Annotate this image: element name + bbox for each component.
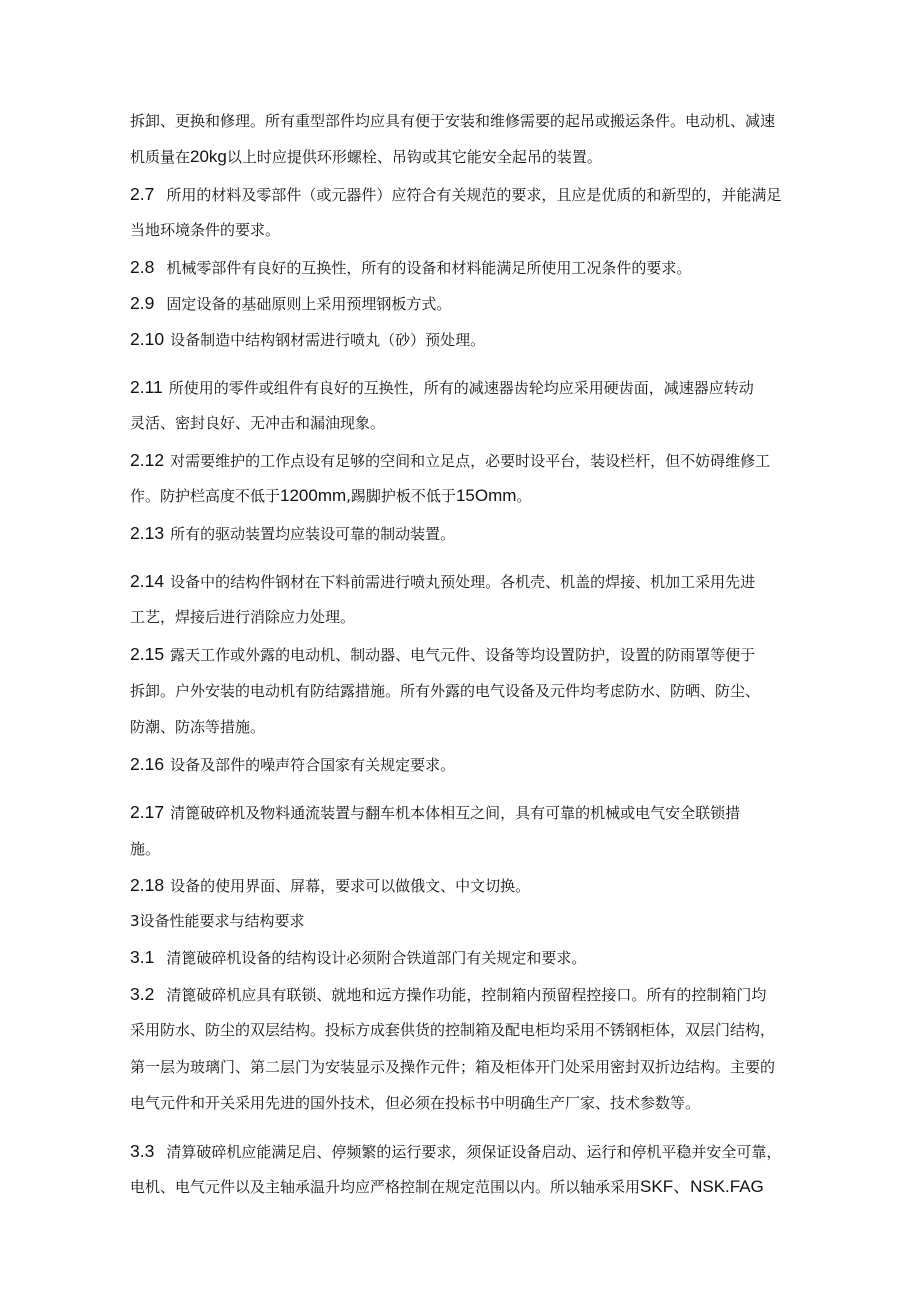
text-line: 拆卸、更换和修理。所有重型部件均应具有便于安装和维修需要的起吊或搬运条件。电动机、减速 [130, 112, 776, 130]
text-line: 机质量在20kg以上时应提供环形螺栓、吊钩或其它能安全起吊的装置。 [130, 147, 602, 166]
clause-number: 2.11 [130, 377, 163, 397]
text-line: 作。防护栏高度不低于1200mm,踢脚护板不低于15Omm。 [130, 486, 532, 505]
text-line: 采用防水、防尘的双层结构。投标方成套供货的控制箱及配电柜均采用不锈钢柜体，双层门结构， [130, 1021, 776, 1039]
clause-2-13: 2.13 所有的驱动装置均应装设可靠的制动装置。 [130, 523, 456, 543]
clause-2-18: 2.18 设备的使用界面、屏幕，要求可以做俄文、中文切换。 [130, 875, 531, 895]
clause-number: 2.14 [130, 571, 165, 591]
clause-2-9: 2.9 固定设备的基础原则上采用预埋钢板方式。 [130, 293, 452, 313]
section-heading-3: 3设备性能要求与结构要求 [130, 912, 305, 930]
clause-3-3: 3.3 清算破碎机应能满足启、停频繁的运行要求，须保证设备启动、运行和停机平稳并安全可靠， [130, 1141, 782, 1161]
clause-3-2: 3.2 清篦破碎机应具有联锁、就地和远方操作功能，控制箱内预留程控接口。所有的控制箱门均 [130, 984, 767, 1004]
clause-number: 2.12 [130, 450, 165, 470]
clause-number: 3.1 [130, 947, 155, 967]
clause-2-10: 2.10 设备制造中结构钢材需进行喷丸（砂）预处理。 [130, 329, 486, 349]
clause-number: 2.8 [130, 257, 155, 277]
text-line: 当地环境条件的要求。 [130, 221, 281, 239]
clause-number: 2.15 [130, 644, 165, 664]
text-line: 电机、电气元件以及主轴承温升均应严格控制在规定范围以内。所以轴承采用SKF、NSK.FAG [130, 1177, 764, 1196]
clause-2-16: 2.16 设备及部件的噪声符合国家有关规定要求。 [130, 754, 456, 774]
clause-2-8: 2.8 机械零部件有良好的互换性，所有的设备和材料能满足所使用工况条件的要求。 [130, 257, 692, 277]
clause-2-17: 2.17 清篦破碎机及物料通流装置与翻车机本体相互之间，具有可靠的机械或电气安全联锁措 [130, 802, 741, 822]
text-line: 电气元件和开关采用先进的国外技术，但必须在投标书中明确生产厂家、技术参数等。 [130, 1094, 701, 1112]
clause-number: 2.9 [130, 293, 155, 313]
clause-number: 2.10 [130, 329, 165, 349]
clause-number: 3.3 [130, 1141, 155, 1161]
text-line: 工艺，焊接后进行消除应力处理。 [130, 608, 356, 626]
text-line: 拆卸。户外安装的电动机有防结露措施。所有外露的电气设备及元件均考虑防水、防晒、防尘、 [130, 682, 761, 700]
clause-number: 2.17 [130, 802, 165, 822]
clause-2-11: 2.11 所使用的零件或组件有良好的互换性，所有的减速器齿轮均应采用硬齿面，减速器应转动 [130, 377, 754, 397]
clause-number: 2.7 [130, 184, 155, 204]
text-line: 防潮、防冻等措施。 [130, 718, 266, 736]
clause-number: 2.16 [130, 754, 165, 774]
clause-2-15: 2.15 露天工作或外露的电动机、制动器、电气元件、设备等均设置防护，设置的防雨罩等便于 [130, 644, 756, 664]
clause-3-1: 3.1 清篦破碎机设备的结构设计必须附合铁道部门有关规定和要求。 [130, 947, 587, 967]
clause-2-12: 2.12 对需要维护的工作点设有足够的空间和立足点，必要时设平台，装设栏杆，但不妨碍维修工 [130, 450, 771, 470]
clause-2-14: 2.14 设备中的结构件钢材在下料前需进行喷丸预处理。各机壳、机盖的焊接、机加工采用先进 [130, 571, 756, 591]
clause-2-7: 2.7 所用的材料及零部件（或元器件）应符合有关规范的要求，且应是优质的和新型的，并能满足 [130, 184, 782, 204]
text-line: 施。 [130, 840, 161, 858]
text-line: 第一层为玻璃门、第二层门为安装显示及操作元件；箱及柜体开门处采用密封双折边结构。主要的 [130, 1058, 776, 1076]
clause-number: 2.13 [130, 523, 165, 543]
clause-number: 3.2 [130, 984, 155, 1004]
text-line: 灵活、密封良好、无冲击和漏油现象。 [130, 414, 386, 432]
clause-number: 2.18 [130, 875, 165, 895]
